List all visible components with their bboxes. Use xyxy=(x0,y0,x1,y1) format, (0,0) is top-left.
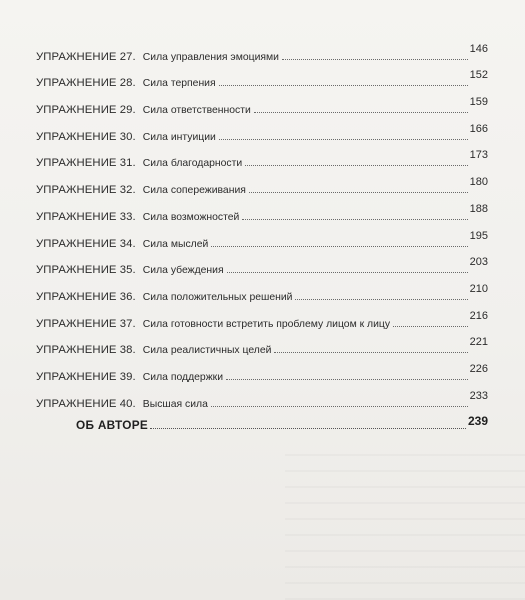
toc-entry-title: Сила поддержки xyxy=(142,371,223,383)
toc-entry-29 xyxy=(36,89,488,116)
toc-entry-title: Сила ответственности xyxy=(142,105,251,117)
toc-entry-page: 233 xyxy=(469,389,488,402)
toc-entry-label: УПРАЖНЕНИЕ 34. xyxy=(36,237,136,250)
toc-entry-title: Высшая сила xyxy=(142,398,208,410)
toc-entry-page: 216 xyxy=(469,309,488,322)
toc-entry-page: 203 xyxy=(469,256,488,269)
toc-entry-page: 152 xyxy=(469,69,488,82)
toc-entry-label: УПРАЖНЕНИЕ 27. xyxy=(36,50,136,63)
dot-leader xyxy=(211,406,468,407)
toc-entry-label: УПРАЖНЕНИЕ 40. xyxy=(36,397,136,410)
toc-entry-title: Сила интуиции xyxy=(142,131,216,143)
toc-entry-page: 166 xyxy=(469,122,488,135)
show-through-texture xyxy=(285,440,525,600)
toc-entry-30 xyxy=(36,116,488,143)
toc-entry-label: УПРАЖНЕНИЕ 35. xyxy=(36,264,136,277)
dot-leader xyxy=(219,139,468,140)
toc-entry-page: 210 xyxy=(469,282,488,295)
dot-leader xyxy=(242,219,467,220)
toc-entry-label: УПРАЖНЕНИЕ 38. xyxy=(36,344,136,357)
toc-entry-39 xyxy=(36,356,488,383)
dot-leader xyxy=(274,352,467,353)
toc-entry-label: УПРАЖНЕНИЕ 32. xyxy=(36,184,136,197)
toc-entry-title: Сила управления эмоциями xyxy=(142,51,279,63)
toc-entry-title: Сила готовности встретить проблему лицом к лицу xyxy=(142,318,391,330)
toc-entry-page: 226 xyxy=(469,362,488,375)
toc-entry-title: Сила убеждения xyxy=(142,265,224,277)
toc-entry-title: Сила возможностей xyxy=(142,211,240,223)
dot-leader xyxy=(227,272,468,273)
dot-leader xyxy=(211,246,467,247)
toc-entry-label: УПРАЖНЕНИЕ 33. xyxy=(36,210,136,223)
toc-entry-page: 221 xyxy=(469,336,488,349)
dot-leader xyxy=(393,326,468,327)
toc-entry-label: УПРАЖНЕНИЕ 30. xyxy=(36,130,136,143)
toc-entry-page: 173 xyxy=(469,149,488,162)
toc-entry-38 xyxy=(36,330,488,357)
toc-entry-32 xyxy=(36,169,488,196)
toc-entry-28 xyxy=(36,63,488,90)
dot-leader xyxy=(150,428,466,429)
toc-entry-label: УПРАЖНЕНИЕ 37. xyxy=(36,317,136,330)
toc-entry-title: Сила мыслей xyxy=(142,238,209,250)
toc-entry-label: УПРАЖНЕНИЕ 28. xyxy=(36,77,136,90)
toc-entry-31 xyxy=(36,143,488,170)
dot-leader xyxy=(254,112,468,113)
toc-entry-35 xyxy=(36,250,488,277)
toc-entry-37 xyxy=(36,303,488,330)
dot-leader xyxy=(295,299,467,300)
toc-entry-page: 188 xyxy=(469,202,488,215)
toc-entry-label: УПРАЖНЕНИЕ 36. xyxy=(36,290,136,303)
toc-entry-40 xyxy=(36,383,488,410)
about-author-page: 239 xyxy=(467,414,488,428)
dot-leader xyxy=(282,59,468,60)
toc-entry-33 xyxy=(36,196,488,223)
toc-entry-page: 195 xyxy=(469,229,488,242)
toc-entry-page: 180 xyxy=(469,176,488,189)
toc-entry-34 xyxy=(36,223,488,250)
table-of-contents xyxy=(36,36,488,410)
toc-entry-title: Сила сопереживания xyxy=(142,185,246,197)
toc-entry-27 xyxy=(36,36,488,63)
toc-entry-title: Сила благодарности xyxy=(142,158,243,170)
toc-entry-title: Сила реалистичных целей xyxy=(142,345,272,357)
dot-leader xyxy=(226,379,468,380)
toc-entry-label: УПРАЖНЕНИЕ 31. xyxy=(36,157,136,170)
toc-entry-about-author xyxy=(76,414,488,432)
about-author-label: ОБ АВТОРЕ xyxy=(76,418,149,432)
toc-entry-label: УПРАЖНЕНИЕ 39. xyxy=(36,370,136,383)
toc-entry-label: УПРАЖНЕНИЕ 29. xyxy=(36,104,136,117)
toc-entry-title: Сила терпения xyxy=(142,78,216,90)
dot-leader xyxy=(245,165,467,166)
toc-entry-page: 159 xyxy=(469,96,488,109)
toc-entry-page: 146 xyxy=(469,42,488,55)
toc-entry-36 xyxy=(36,276,488,303)
dot-leader xyxy=(219,85,468,86)
dot-leader xyxy=(249,192,468,193)
toc-entry-title: Сила положительных решений xyxy=(142,291,293,303)
